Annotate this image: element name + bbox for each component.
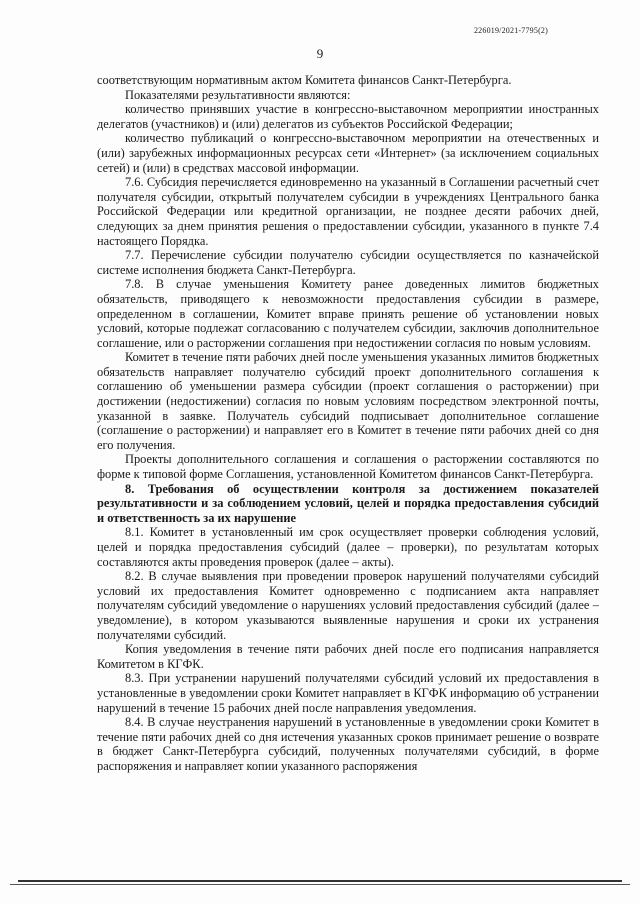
- paragraph: соответствующим нормативным актом Комитета финансов Санкт-Петербурга.: [97, 73, 512, 87]
- paragraph: Проекты дополнительного соглашения и соглашения о расторжении составляются по форме к типовой форме Соглашения, установленной Комитетом финансов Санкт-Петербурга.: [97, 452, 599, 482]
- document-id: 226019/2021-7795(2): [473, 26, 548, 35]
- section-heading: 8. Требования об осуществлении контроля за достижением показателей результативности и за соблюдением условий, целей и порядка предоставления субсидий и ответственность за их нарушение: [97, 481, 599, 525]
- paragraph: 7.8. В случае уменьшения Комитету ранее доведенных лимитов бюджетных обязательств, приводящего к невозможности предоставления субсидии в размере, определенном в соглашении, Комитет вправе принять решение об установлении новых условий, которые подлежат согласованию с получателем субсидии, заключив дополнительное соглашение, или о расторжении соглашения при недостижении согласия по новым условиям.: [97, 277, 599, 350]
- paragraph: количество публикаций о конгрессно-выставочном мероприятии на отечественных и (или) зарубежных информационных ресурсах сети «Интернет» (за исключением социальных сетей) и (или) в средствах массовой информации.: [97, 131, 599, 175]
- paragraph: 7.6. Субсидия перечисляется единовременно на указанный в Соглашении расчетный счет получателя субсидии, открытый получателем субсидии в учреждениях Центрального банка Российской Федерации или кредитной организации, не позднее десяти рабочих дней, следующих за днем принятия решения о предоставлении субсидии, указанного в пункте 7.4 настоящего Порядка.: [97, 175, 599, 248]
- paragraph: 8.4. В случае неустранения нарушений в установленные в уведомлении сроки Комитет в течение пяти рабочих дней со дня истечения указанных сроков принимает решение о возврате в бюджет Санкт-Петербурга субсидий, полученных получателями субсидий, в форме распоряжения и направляет копии указанного распоряжения: [97, 715, 599, 773]
- document-body: [97, 73, 599, 774]
- paragraph: 8.3. При устранении нарушений получателями субсидий условий их предоставления в установленные в уведомлении сроки Комитет направляет в КГФК информацию об устранении нарушений в течение 15 рабочих дней после направления уведомления.: [97, 671, 599, 715]
- scan-edge-line: [18, 880, 622, 882]
- paragraph: количество принявших участие в конгрессно-выставочном мероприятии иностранных делегатов (участников) и (или) делегатов из субъектов Российской Федерации;: [97, 102, 599, 131]
- paragraph: Копия уведомления в течение пяти рабочих дней после его подписания направляется Комитетом в КГФК.: [97, 642, 599, 671]
- paragraph: Показателями результативности являются:: [125, 87, 351, 102]
- page-number: 9: [316, 46, 324, 61]
- paragraph: 8.2. В случае выявления при проведении проверок нарушений получателями субсидий условий их предоставления Комитет одновременно с подписанием акта направляет получателям субсидий уведомление о нарушениях условий предоставления субсидий (далее – уведомление), в котором указываются выявленные нарушения и сроки их устранения получателями субсидий.: [97, 569, 599, 642]
- paragraph: Комитет в течение пяти рабочих дней после уменьшения указанных лимитов бюджетных обязательств направляет получателю субсидий проект дополнительного соглашения к соглашению об уменьшении размера субсидии (проект соглашения о расторжении) при достижении (недостижении) согласия по новым условиям посредством электронной почты, указанной в заявке. Получатель субсидий подписывает дополнительное соглашение (соглашение о расторжении) и направляет его в Комитет в течение пяти рабочих дней со дня его получения.: [97, 350, 599, 452]
- paragraph: 8.1. Комитет в установленный им срок осуществляет проверки соблюдения условий, целей и порядка предоставления субсидий (далее – проверки), по результатам которых составляются акты проведения проверок (далее – акты).: [97, 525, 599, 569]
- scan-edge-line: [10, 884, 630, 885]
- paragraph: 7.7. Перечисление субсидии получателю субсидии осуществляется по казначейской системе исполнения бюджета Санкт-Петербурга.: [97, 248, 599, 277]
